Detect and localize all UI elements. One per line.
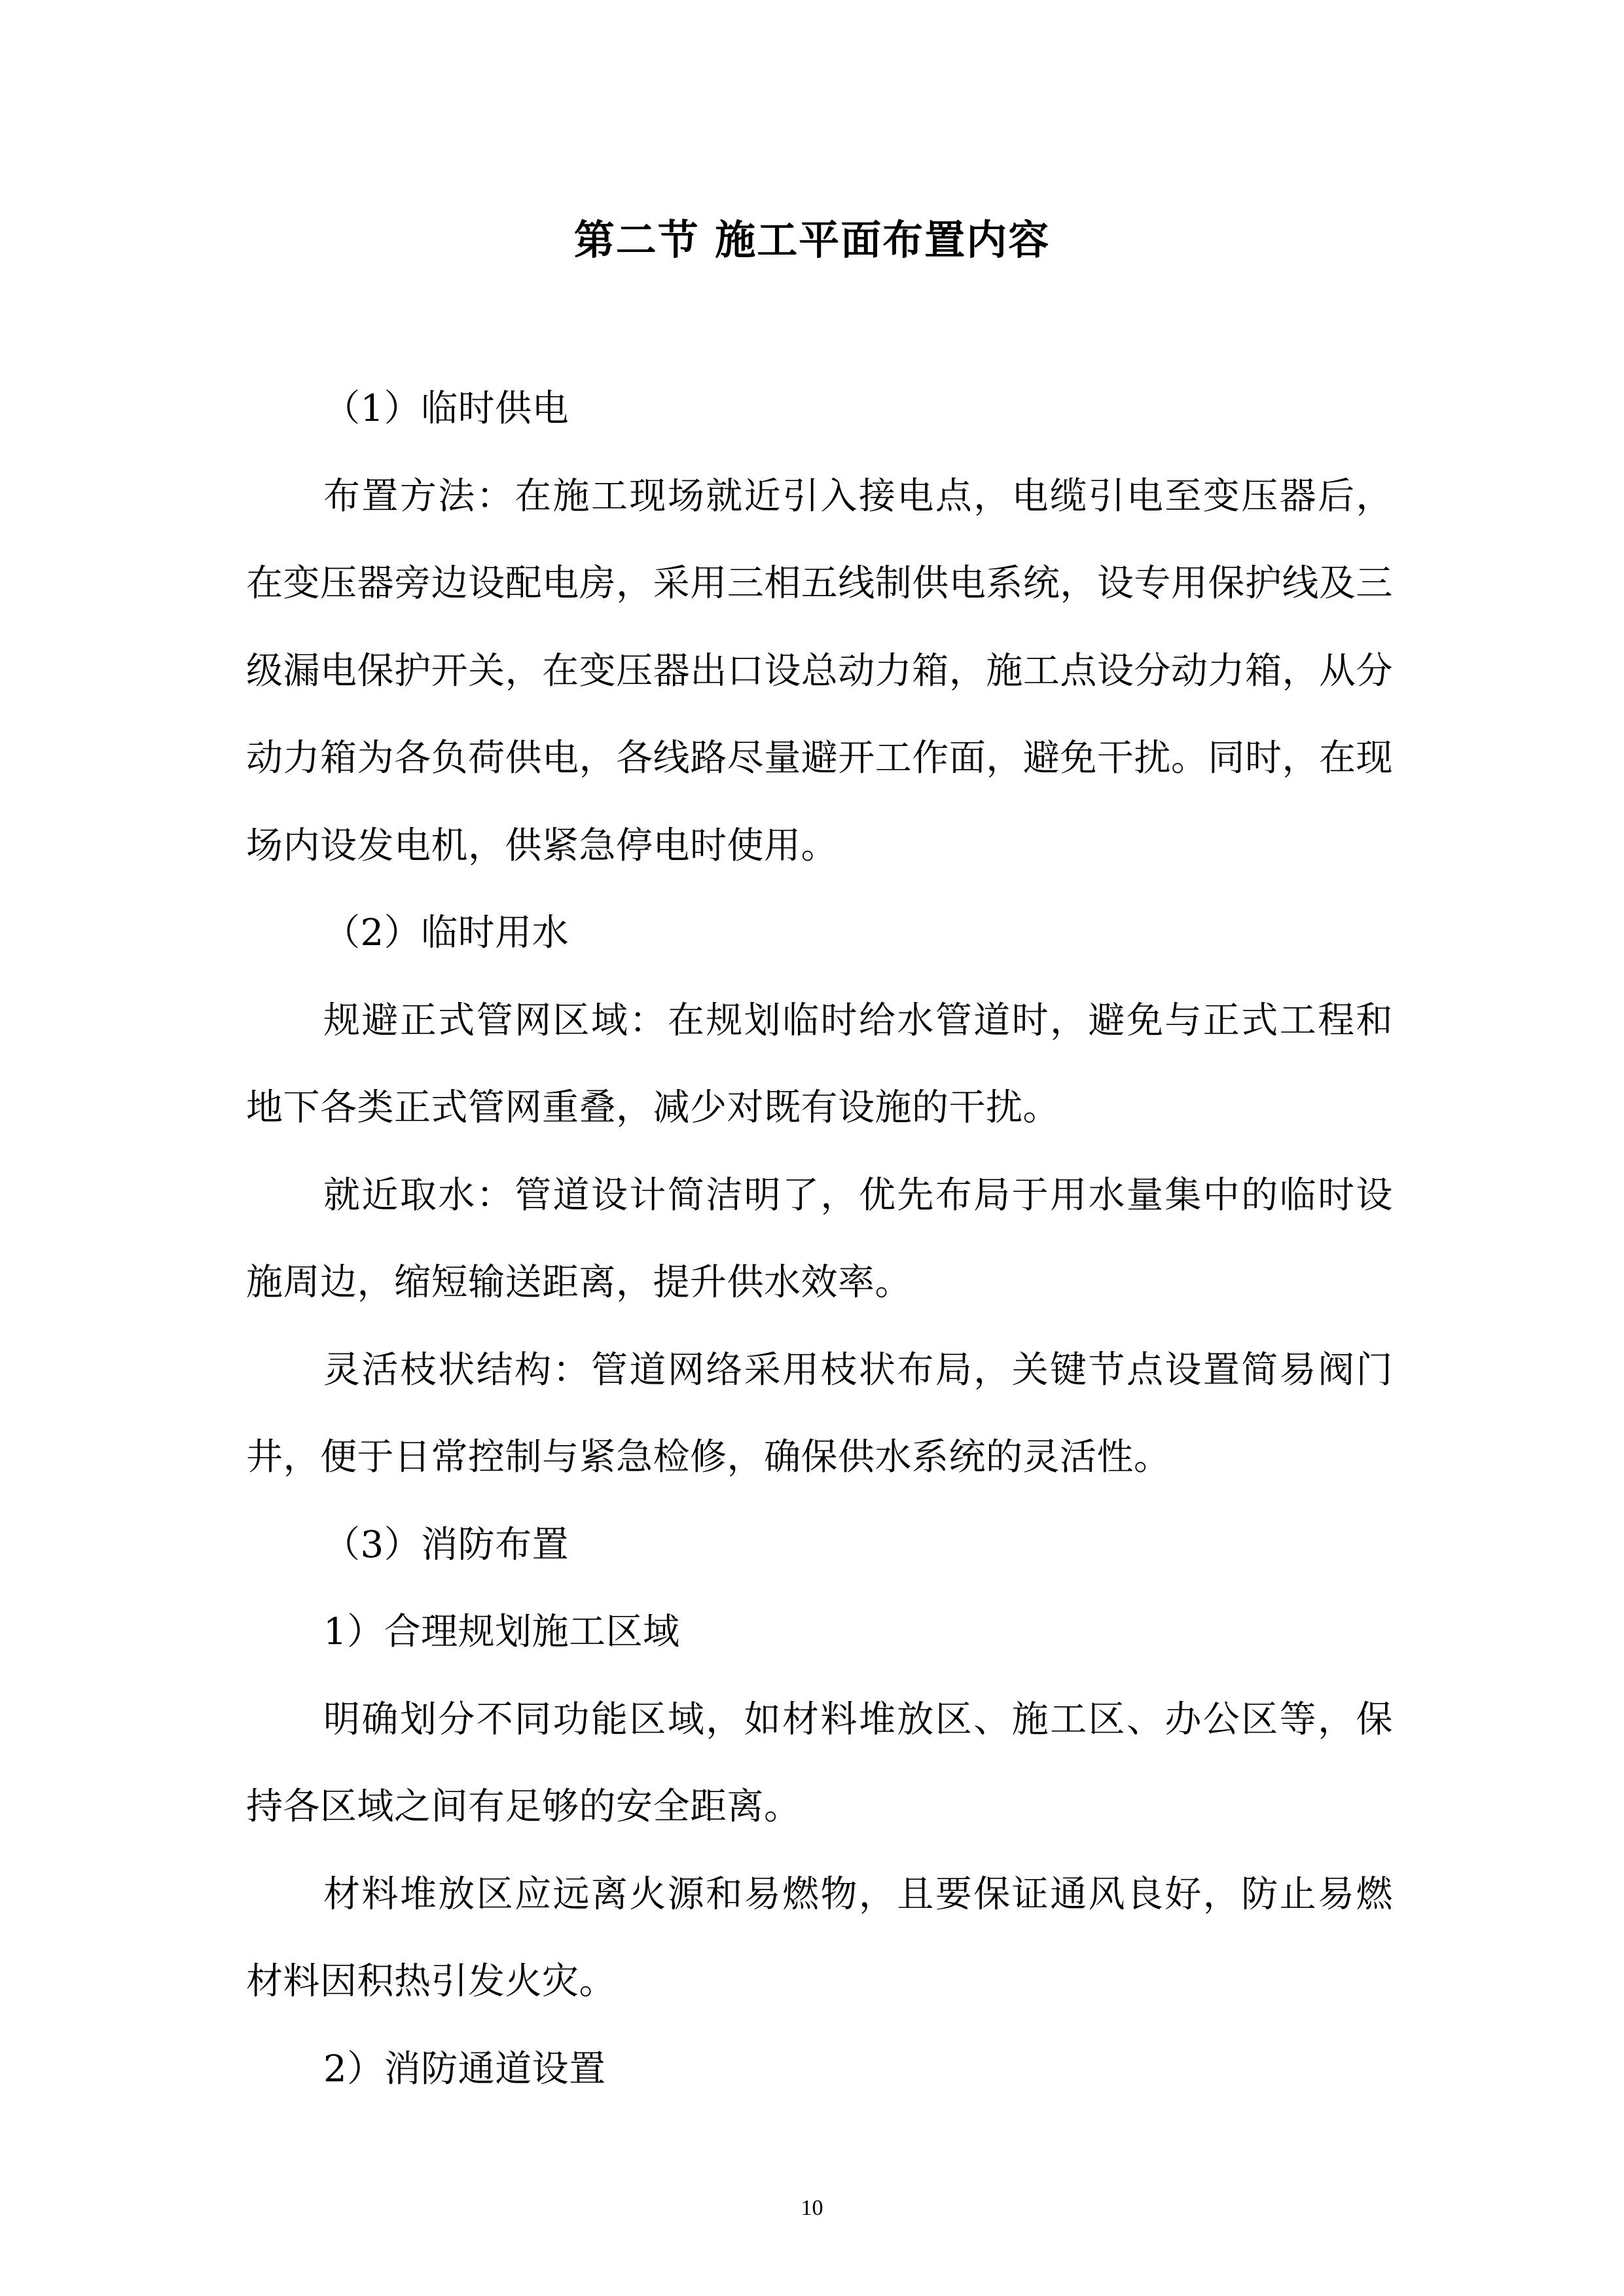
heading-temporary-power: （1）临时供电 [323,387,569,430]
heading-temporary-water: （2）临时用水 [323,912,569,954]
paragraph-water-branch-structure: 灵活枝状结构：管道网络采用枝状布局，关键节点设置简易阀门井，便于日常控制与紧急检修，确保供水系统的灵活性。 [246,1348,1393,1479]
subheading-plan-zones: 1）合理规划施工区域 [323,1611,680,1653]
paragraph-water-nearby-source: 就近取水：管道设计简洁明了，优先布局于用水量集中的临时设施周边，缩短输送距离，提升供水效率。 [246,1174,1393,1304]
paragraph-water-avoid-network: 规避正式管网区域：在规划临时给水管道时，避免与正式工程和地下各类正式管网重叠，减少对既有设施的干扰。 [246,999,1393,1129]
section-title: 第二节 施工平面布置内容 [573,216,1051,264]
document-body [246,365,1393,2113]
subheading-fire-access: 2）消防通道设置 [323,2047,606,2090]
paragraph-storage-area: 材料堆放区应远离火源和易燃物，且要保证通风良好，防止易燃材料因积热引发火灾。 [246,1873,1393,2003]
paragraph-zone-division: 明确划分不同功能区域，如材料堆放区、施工区、办公区等，保持各区域之间有足够的安全距离。 [246,1698,1393,1828]
heading-fire-layout: （3）消防布置 [323,1523,569,1566]
paragraph-power-layout: 布置方法：在施工现场就近引入接电点，电缆引电至变压器后，在变压器旁边设配电房，采用三相五线制供电系统，设专用保护线及三级漏电保护开关，在变压器出口设总动力箱，施工点设分动力箱，从分动力箱为各负荷供电，各线路尽量避开工作面，避免干扰。同时，在现场内设发电机，供紧急停电时使用。 [246,475,1393,867]
page-number: 10 [801,2196,823,2220]
